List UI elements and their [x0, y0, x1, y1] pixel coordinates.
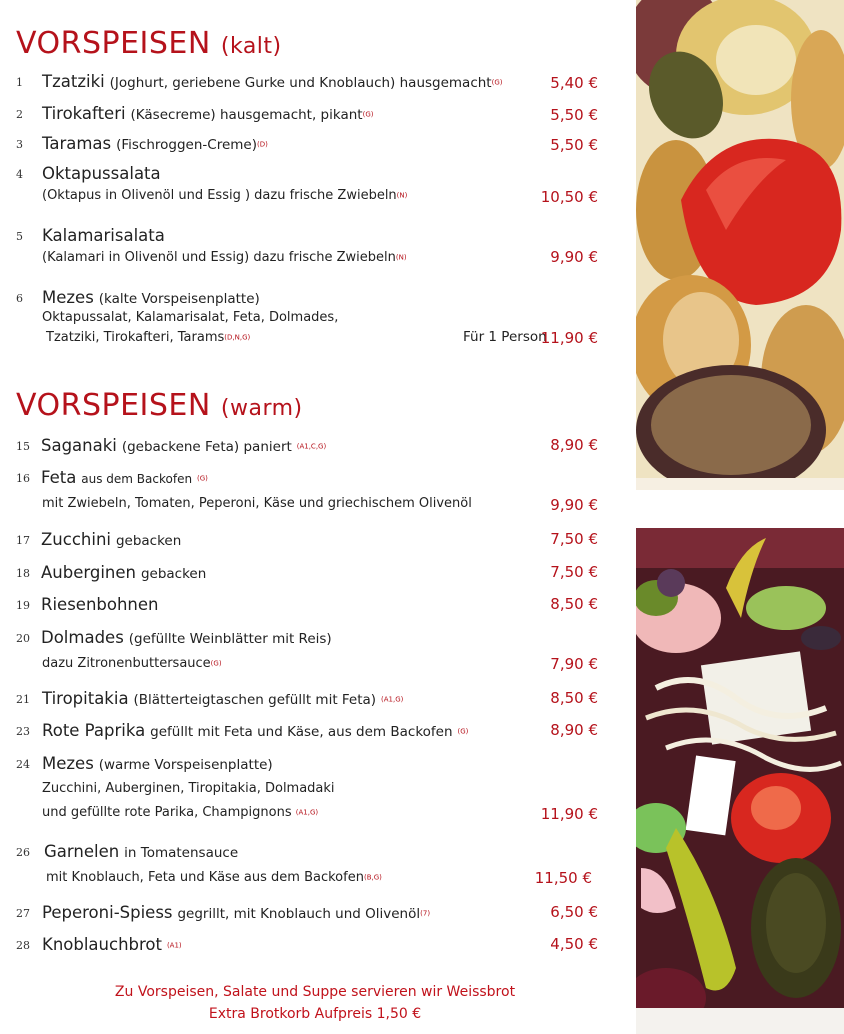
item-number: 4 [16, 168, 23, 181]
item-detail-line [42, 188, 407, 203]
item-number: 3 [16, 138, 23, 151]
item-title [44, 842, 238, 861]
allergen-code: (G) [491, 78, 503, 87]
allergen-code: (A1,G) [381, 695, 404, 704]
food-photo-illustration [636, 528, 844, 1034]
menu-item [16, 721, 626, 751]
item-detail-text: mit Knoblauch, Feta und Käse aus dem Backofen [46, 870, 364, 885]
item-title [41, 563, 206, 582]
item-name: Kalamarisalata [42, 226, 165, 245]
item-price: 8,90 € [550, 721, 598, 739]
menu-item [16, 689, 626, 719]
item-detail-text: (Oktapus in Olivenöl und Essig ) dazu frische Zwiebeln [42, 188, 397, 203]
item-description: (Käsecreme) hausgemacht, pikant [130, 107, 363, 123]
item-number: 28 [16, 939, 30, 952]
section-title-warm [16, 388, 303, 423]
item-price: 8,90 € [550, 436, 598, 454]
item-description: gebacken [115, 533, 182, 549]
item-name: Oktapussalata [42, 164, 161, 183]
item-price: 9,90 € [550, 496, 598, 514]
section-title-sub: (warm) [220, 396, 303, 421]
item-number: 2 [16, 108, 23, 121]
menu-item [16, 104, 626, 134]
item-price: 9,90 € [550, 248, 598, 266]
item-description: (Fischroggen-Creme) [116, 137, 257, 153]
item-name: Riesenbohnen [41, 595, 159, 614]
menu-item [16, 164, 626, 214]
item-name: Peperoni-Spiess [42, 903, 173, 922]
menu-item [16, 468, 626, 518]
item-title [42, 903, 430, 922]
item-detail-line: mit Zwiebeln, Tomaten, Peperoni, Käse und griechischem Olivenöl [42, 496, 472, 511]
item-price: 5,50 € [550, 136, 598, 154]
portion-label: Für 1 Person [463, 329, 547, 345]
item-name: Rote Paprika [42, 721, 146, 740]
item-price: 6,50 € [550, 903, 598, 921]
item-description: (Joghurt, geriebene Gurke und Knoblauch) hausgemacht [109, 75, 492, 91]
item-price: 4,50 € [550, 935, 598, 953]
item-number: 5 [16, 230, 23, 243]
item-description: in Tomatensauce [124, 845, 239, 861]
item-name: Garnelen [44, 842, 120, 861]
item-detail-text: Tzatziki, Tirokafteri, Tarams [46, 330, 225, 345]
menu-item [16, 72, 626, 102]
menu-item [16, 563, 626, 593]
item-detail-line [42, 805, 318, 820]
allergen-code: (A1,C,G) [296, 442, 327, 451]
item-name: Saganaki [41, 436, 117, 455]
item-name: Tiropitakia [42, 689, 129, 708]
item-title [42, 164, 161, 183]
section-title-sub: (kalt) [220, 34, 282, 59]
item-title [42, 288, 260, 307]
item-price: 5,50 € [550, 106, 598, 124]
item-name: Taramas [42, 134, 112, 153]
item-name: Knoblauchbrot [42, 935, 162, 954]
item-title [42, 226, 165, 245]
item-detail-text: dazu Zitronenbuttersauce [42, 656, 211, 671]
item-title [42, 721, 468, 740]
item-name: Mezes [42, 754, 94, 773]
item-name: Mezes [42, 288, 94, 307]
item-number: 18 [16, 567, 30, 580]
menu-item [16, 436, 626, 466]
bread-surcharge-note: Extra Brotkorb Aufpreis 1,50 € [208, 1006, 422, 1022]
item-number: 19 [16, 599, 30, 612]
menu-item [16, 754, 626, 824]
item-number: 21 [16, 693, 30, 706]
item-price: 7,90 € [550, 655, 598, 673]
menu-item [16, 595, 626, 625]
item-detail-line [42, 250, 407, 265]
allergen-code: (N) [395, 253, 407, 262]
item-number: 15 [16, 440, 30, 453]
item-description: gefüllt mit Feta und Käse, aus dem Backofen [150, 724, 453, 740]
photo-warm-starters [636, 528, 844, 1034]
item-number: 26 [16, 846, 30, 859]
menu-item [16, 935, 626, 965]
item-number: 16 [16, 472, 30, 485]
item-title [42, 754, 273, 773]
item-title [42, 689, 403, 708]
item-detail-line [42, 656, 222, 671]
item-price: 10,50 € [540, 188, 598, 206]
menu-item [16, 628, 626, 678]
item-title [42, 72, 503, 91]
allergen-code: (D) [256, 140, 268, 149]
item-name: Tzatziki [42, 72, 105, 91]
section-title-main: VORSPEISEN [16, 26, 211, 61]
item-name: Tirokafteri [42, 104, 126, 123]
item-number: 20 [16, 632, 30, 645]
item-title [41, 530, 181, 549]
item-name: Dolmades [41, 628, 124, 647]
item-price: 5,40 € [550, 74, 598, 92]
section-title-main: VORSPEISEN [16, 388, 211, 423]
menu-item [16, 530, 626, 560]
item-detail-text: (Kalamari in Olivenöl und Essig) dazu frische Zwiebeln [42, 250, 396, 265]
allergen-code: (B,G) [363, 873, 382, 882]
item-detail-line [46, 870, 382, 885]
item-title [41, 628, 332, 647]
item-detail-line [46, 330, 250, 345]
menu-item [16, 134, 626, 164]
menu-item [16, 903, 626, 933]
item-title [41, 595, 159, 614]
item-description: (Blätterteigtaschen gefüllt mit Feta) [133, 692, 377, 708]
item-description: gebacken [140, 566, 207, 582]
item-number: 6 [16, 292, 23, 305]
bread-note: Zu Vorspeisen, Salate und Suppe servieren wir Weissbrot [114, 984, 516, 1000]
item-title [42, 134, 268, 153]
item-price: 7,50 € [550, 530, 598, 548]
item-price: 8,50 € [550, 689, 598, 707]
item-number: 27 [16, 907, 30, 920]
item-title [42, 935, 182, 954]
item-title [42, 104, 373, 123]
item-title [41, 436, 326, 455]
photo-cold-starters [636, 0, 844, 490]
item-description: (kalte Vorspeisenplatte) [98, 291, 260, 307]
item-description: (gefüllte Weinblätter mit Reis) [128, 631, 332, 647]
allergen-code: (G) [197, 474, 208, 483]
allergen-code: (A1) [166, 941, 182, 950]
allergen-code: (G) [210, 659, 222, 668]
item-description: (gebackene Feta) paniert [121, 439, 292, 455]
item-description: aus dem Backofen [81, 472, 193, 486]
item-number: 1 [16, 76, 23, 89]
allergen-code: (7) [420, 909, 431, 918]
item-number: 17 [16, 534, 30, 547]
allergen-code: (N) [396, 191, 408, 200]
item-name: Auberginen [41, 563, 136, 582]
item-price: 11,90 € [540, 805, 598, 823]
item-name: Feta [41, 468, 77, 487]
item-detail-line: Oktapussalat, Kalamarisalat, Feta, Dolmades, [42, 310, 339, 325]
menu-item [16, 226, 626, 276]
allergen-code: (G) [362, 110, 374, 119]
food-photo-illustration [636, 0, 844, 490]
item-price: 11,50 € [534, 869, 592, 887]
item-description: (warme Vorspeisenplatte) [98, 757, 273, 773]
section-title-cold [16, 26, 282, 61]
item-detail-text: und gefüllte rote Parika, Champignons [42, 805, 292, 820]
item-price: 8,50 € [550, 595, 598, 613]
item-title [41, 468, 208, 487]
menu-item [16, 288, 626, 352]
allergen-code: (D,N,G) [224, 333, 251, 342]
item-number: 23 [16, 725, 30, 738]
item-price: 11,90 € [540, 329, 598, 347]
menu-item [16, 842, 626, 892]
item-name: Zucchini [41, 530, 111, 549]
item-number: 24 [16, 758, 30, 771]
allergen-code: (A1,G) [295, 808, 319, 817]
item-price: 7,50 € [550, 563, 598, 581]
item-description: gegrillt, mit Knoblauch und Olivenöl [177, 906, 421, 922]
item-detail-line: Zucchini, Auberginen, Tiropitakia, Dolmadaki [42, 781, 335, 796]
allergen-code: (G) [457, 727, 469, 736]
